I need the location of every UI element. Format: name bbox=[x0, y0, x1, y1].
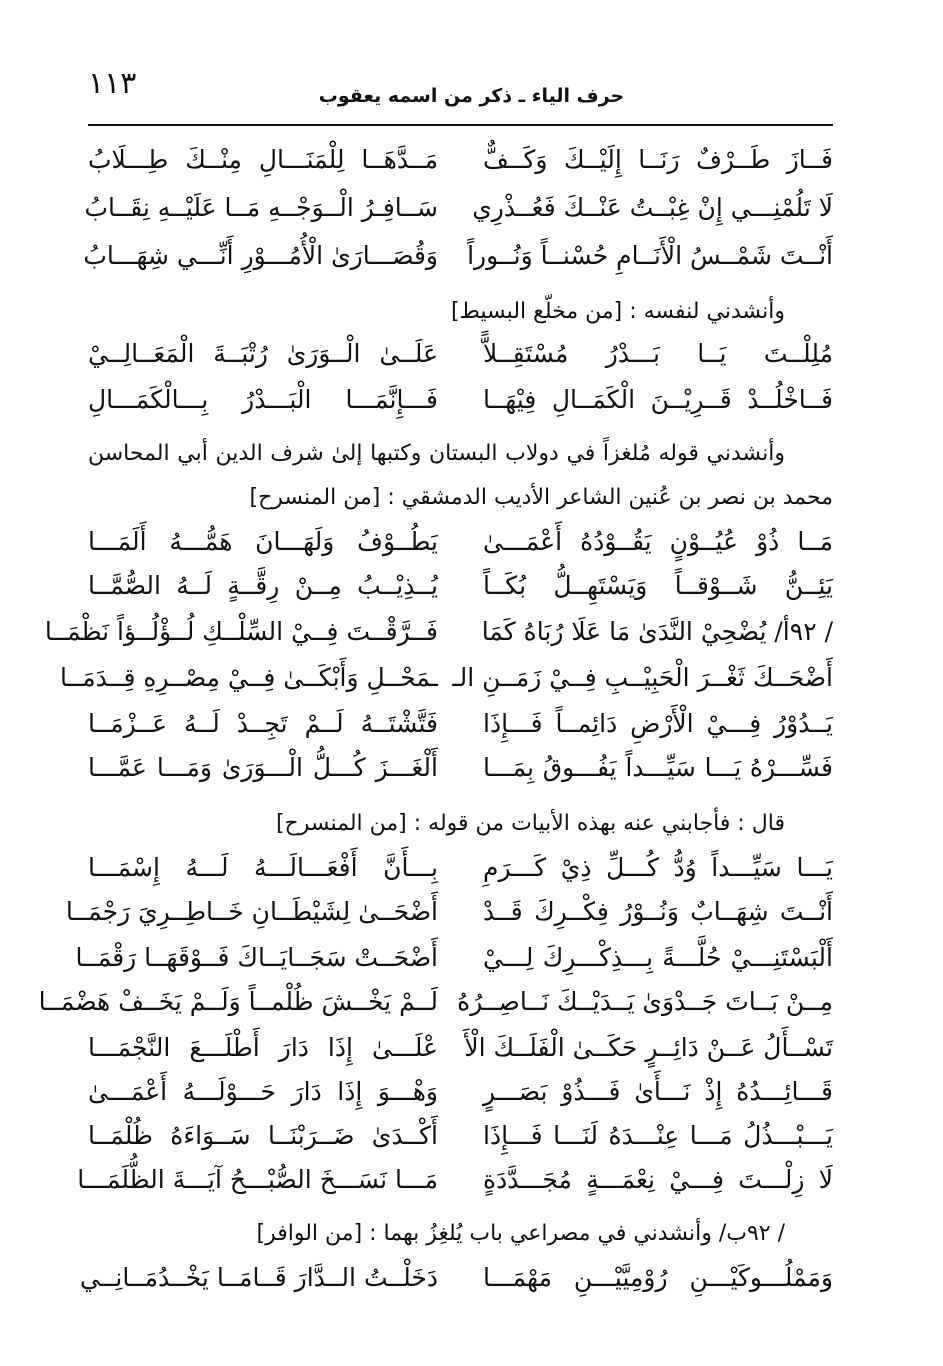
first-hemistich: أَنْــتَ شَمْــسُ الْأَنَــامِ حُسْنــاً وَنُــوراً bbox=[467, 241, 833, 270]
intro-line: وأنشدني لنفسه : [من مخلّع البسيط] bbox=[450, 299, 785, 324]
first-hemistich: / ٩٢أ/ يُضْحِيْ النَّدَىٰ مَا عَلَا رُبَاهُ كَمَا bbox=[481, 617, 833, 646]
second-hemistich: فَــرَّقْــتَ فِــيْ السِّلْــكِ لُــؤْلُــؤاً نَظْمَــا bbox=[44, 617, 438, 646]
first-hemistich: أَنْــتَ شِهَــابٌ وَنُــوْرُ فِكْــرِكَ قَــدْ bbox=[483, 897, 833, 926]
second-hemistich: فَـــإِنَّمَـــا الْبَـــدْرُ بِـــالْكَمَـــالِ bbox=[88, 385, 438, 414]
second-hemistich: لَــمْ يَخْــشَ ظُلْمــاً وَلَــمْ يَخَــفْ هَضْمَــا bbox=[38, 987, 438, 1016]
verse-line bbox=[84, 188, 833, 228]
first-hemistich: فَسِّـــرْهُ يَـــا سَيِّـــداً يَفُـــوقُ بِمَـــا bbox=[483, 753, 833, 782]
verse-line bbox=[88, 1028, 833, 1068]
second-hemistich: يَطُــوْفُ وَلَهَـــانَ هَمُّـــهُ أَلَمَـــا bbox=[88, 527, 438, 556]
verse-line bbox=[44, 612, 833, 652]
second-hemistich: وَقُصَـــارَىٰ الْأُمُـــوْرِ أَنِّـــي شِهَـــابُ bbox=[83, 241, 438, 270]
first-hemistich: يَــدُوْرُ فِـــيْ الْأَرْضِ دَائِمــاً فَـــإِذَا bbox=[483, 709, 833, 738]
verse-line bbox=[88, 1072, 833, 1112]
running-head: حرف الياء ـ ذكر من اسمه يعقوب bbox=[318, 85, 625, 107]
second-hemistich: ـمَحْــلِ وَأَبْكَــىٰ فِــيْ مِصْــرِهِ قِــدَمَــا bbox=[60, 663, 438, 692]
second-hemistich: عَلَــىٰ الْــوَرَىٰ رُتْبَــةَ الْمَعَــالِــيْ bbox=[88, 339, 438, 368]
header-rule bbox=[88, 124, 833, 126]
second-hemistich: أَضْحَــتْ سَجَــايَــاكَ فَــوْقَهَــا رَقْمَــا bbox=[75, 943, 438, 972]
intro-line: محمد بن نصر بن عُنين الشاعر الأديب الدمشقي : [من المنسرح] bbox=[249, 485, 833, 510]
verse-line bbox=[79, 1258, 833, 1298]
second-hemistich: أَكْــدَىٰ ضَــرَبْنَــا سَــوَاءَهُ ظُلْمَــا bbox=[88, 1121, 438, 1150]
second-hemistich: أَلْغَـــزَ كُـــلُّ الْـــوَرَىٰ وَمَـــا عَمَّـــا bbox=[88, 753, 438, 782]
verse-line bbox=[65, 892, 833, 932]
page-number: ١١٣ bbox=[88, 66, 137, 101]
intro-line: وأنشدني قوله مُلغزاً في دولاب البستان وكتبها إلىٰ شرف الدين أبي المحاسن bbox=[88, 441, 785, 466]
verse-line bbox=[88, 848, 833, 888]
second-hemistich: سَــافِـرُ الْــوَجْــهِ مَــا عَلَيْــهِ نِقَــابُ bbox=[84, 193, 438, 222]
first-hemistich: وَمَمْلُـــوكَيْـــنِ رُوْمِيَّيْـــنِ مَهْمَـــا bbox=[483, 1263, 833, 1292]
second-hemistich: مَـــا نَسَـــخَ الصُّبْـــحُ آيَـــةَ الظُّلَمَـــا bbox=[77, 1165, 438, 1194]
second-hemistich: أَضْحَــىٰ لِشَيْطَــانِ خَــاطِــرِيَ رَجْمَــا bbox=[65, 897, 438, 926]
verse-line bbox=[77, 1160, 833, 1200]
second-hemistich: يُــذِيْــبُ مِــنْ رِقَّــةٍ لَــهُ الصُّمَّــا bbox=[88, 571, 438, 600]
first-hemistich: يَـــا سَيِّـــداً وُدُّ كُـــلِّ ذِيْ كَـــرَمِ bbox=[483, 853, 833, 882]
verse-line bbox=[38, 982, 833, 1022]
first-hemistich: لَا تَلُمْنِـــي إِنْ غِبْــتُ عَنْــكَ فَعُــذْرِي bbox=[472, 193, 833, 222]
first-hemistich: قَـــائِـــدُهُ إِذْ نَـــأَىٰ فَـــذُوْ بَصَـــرٍ bbox=[483, 1077, 833, 1106]
verse-line bbox=[88, 522, 833, 562]
second-hemistich: مَــدَّهَــا لِلْمَنَـــالِ مِنْــكَ طِـــلَابُ bbox=[88, 145, 438, 174]
first-hemistich: تَسْــأَلُ عَــنْ دَائِــرٍ حَكَــىٰ الْفَلَــكَ الْأَ bbox=[464, 1033, 833, 1062]
intro-line: قال : فأجابني عنه بهذه الأبيات من قوله : [من المنسرح] bbox=[275, 811, 785, 836]
second-hemistich: وَهْـــوَ إِذَا دَارَ حَـــوْلَـــهُ أَعْمَـــىٰ bbox=[88, 1077, 438, 1106]
verse-line bbox=[88, 748, 833, 788]
first-hemistich: فَــاخْلُــدْ قَــرِيْــنَ الْكَمَــالِ فِيْهَــا bbox=[483, 385, 833, 414]
first-hemistich: أَضْحَــكَ ثَغْــرَ الْحَبِيْــبِ فِــيْ زَمَــنِ الـ bbox=[452, 663, 833, 692]
first-hemistich: لَا زِلْـــتَ فِـــيْ نِعْمَـــةٍ مُجَـــدَّدَةٍ bbox=[483, 1165, 833, 1194]
verse-line bbox=[88, 1116, 833, 1156]
verse-line bbox=[88, 566, 833, 606]
first-hemistich: مَــا ذُوْ عُيُــوْنٍ يَقُــوْدُهُ أَعْمَـــىٰ bbox=[483, 527, 833, 556]
second-hemistich: فَتَّشْتَــهُ لَــمْ تَجِــدْ لَــهُ عَــزْمَــا bbox=[88, 709, 438, 738]
first-hemistich: مِــنْ بَــاتَ جَــدْوَىٰ يَــدَيْــكَ نَــاصِــرُهُ bbox=[457, 987, 833, 1016]
first-hemistich: أَلْبَسْتَنِـــيْ حُلَّـــةً بِـــذِكْـــرِكَ لِـــيْ bbox=[483, 943, 833, 972]
verse-line bbox=[88, 334, 833, 374]
second-hemistich: دَخَلْــتُ الــدَّارَ قَــامَــا يَخْــدُمَــانِــي bbox=[79, 1263, 438, 1292]
first-hemistich: فَــازَ طَــرْفٌ رَنَــا إِلَيْــكَ وَكَــفٌّ bbox=[483, 145, 833, 174]
verse-line bbox=[88, 140, 833, 180]
verse-line bbox=[60, 658, 833, 698]
verse-line bbox=[83, 236, 833, 276]
second-hemistich: بِـــأَنَّ أَفْعَـــالَـــهُ لَـــهُ إِسْمَـــا bbox=[88, 853, 438, 882]
first-hemistich: مُلِلْــتَ يَــا بَـــدْرُ مُسْتَقِــلاًّ bbox=[483, 339, 833, 368]
verse-line bbox=[75, 938, 833, 978]
first-hemistich: يَـــبْـــذُلُ مَـــا عِنْـــدَهُ لَنَـــا فَـــإِذَا bbox=[483, 1121, 833, 1150]
verse-line bbox=[88, 704, 833, 744]
intro-line: / ٩٢ب/ وأنشدني في مصراعي باب يُلغِزُ بهما : [من الوافر] bbox=[256, 1221, 785, 1246]
verse-line bbox=[88, 380, 833, 420]
second-hemistich: عْلَـــىٰ إِذَا دَارَ أَطْلَـــعَ النَّجْمَـــا bbox=[88, 1033, 438, 1062]
first-hemistich: يَئِــنُّ شَــوْقــاً وَيَسْتَهِــلُّ بُكَــاً bbox=[483, 571, 833, 600]
